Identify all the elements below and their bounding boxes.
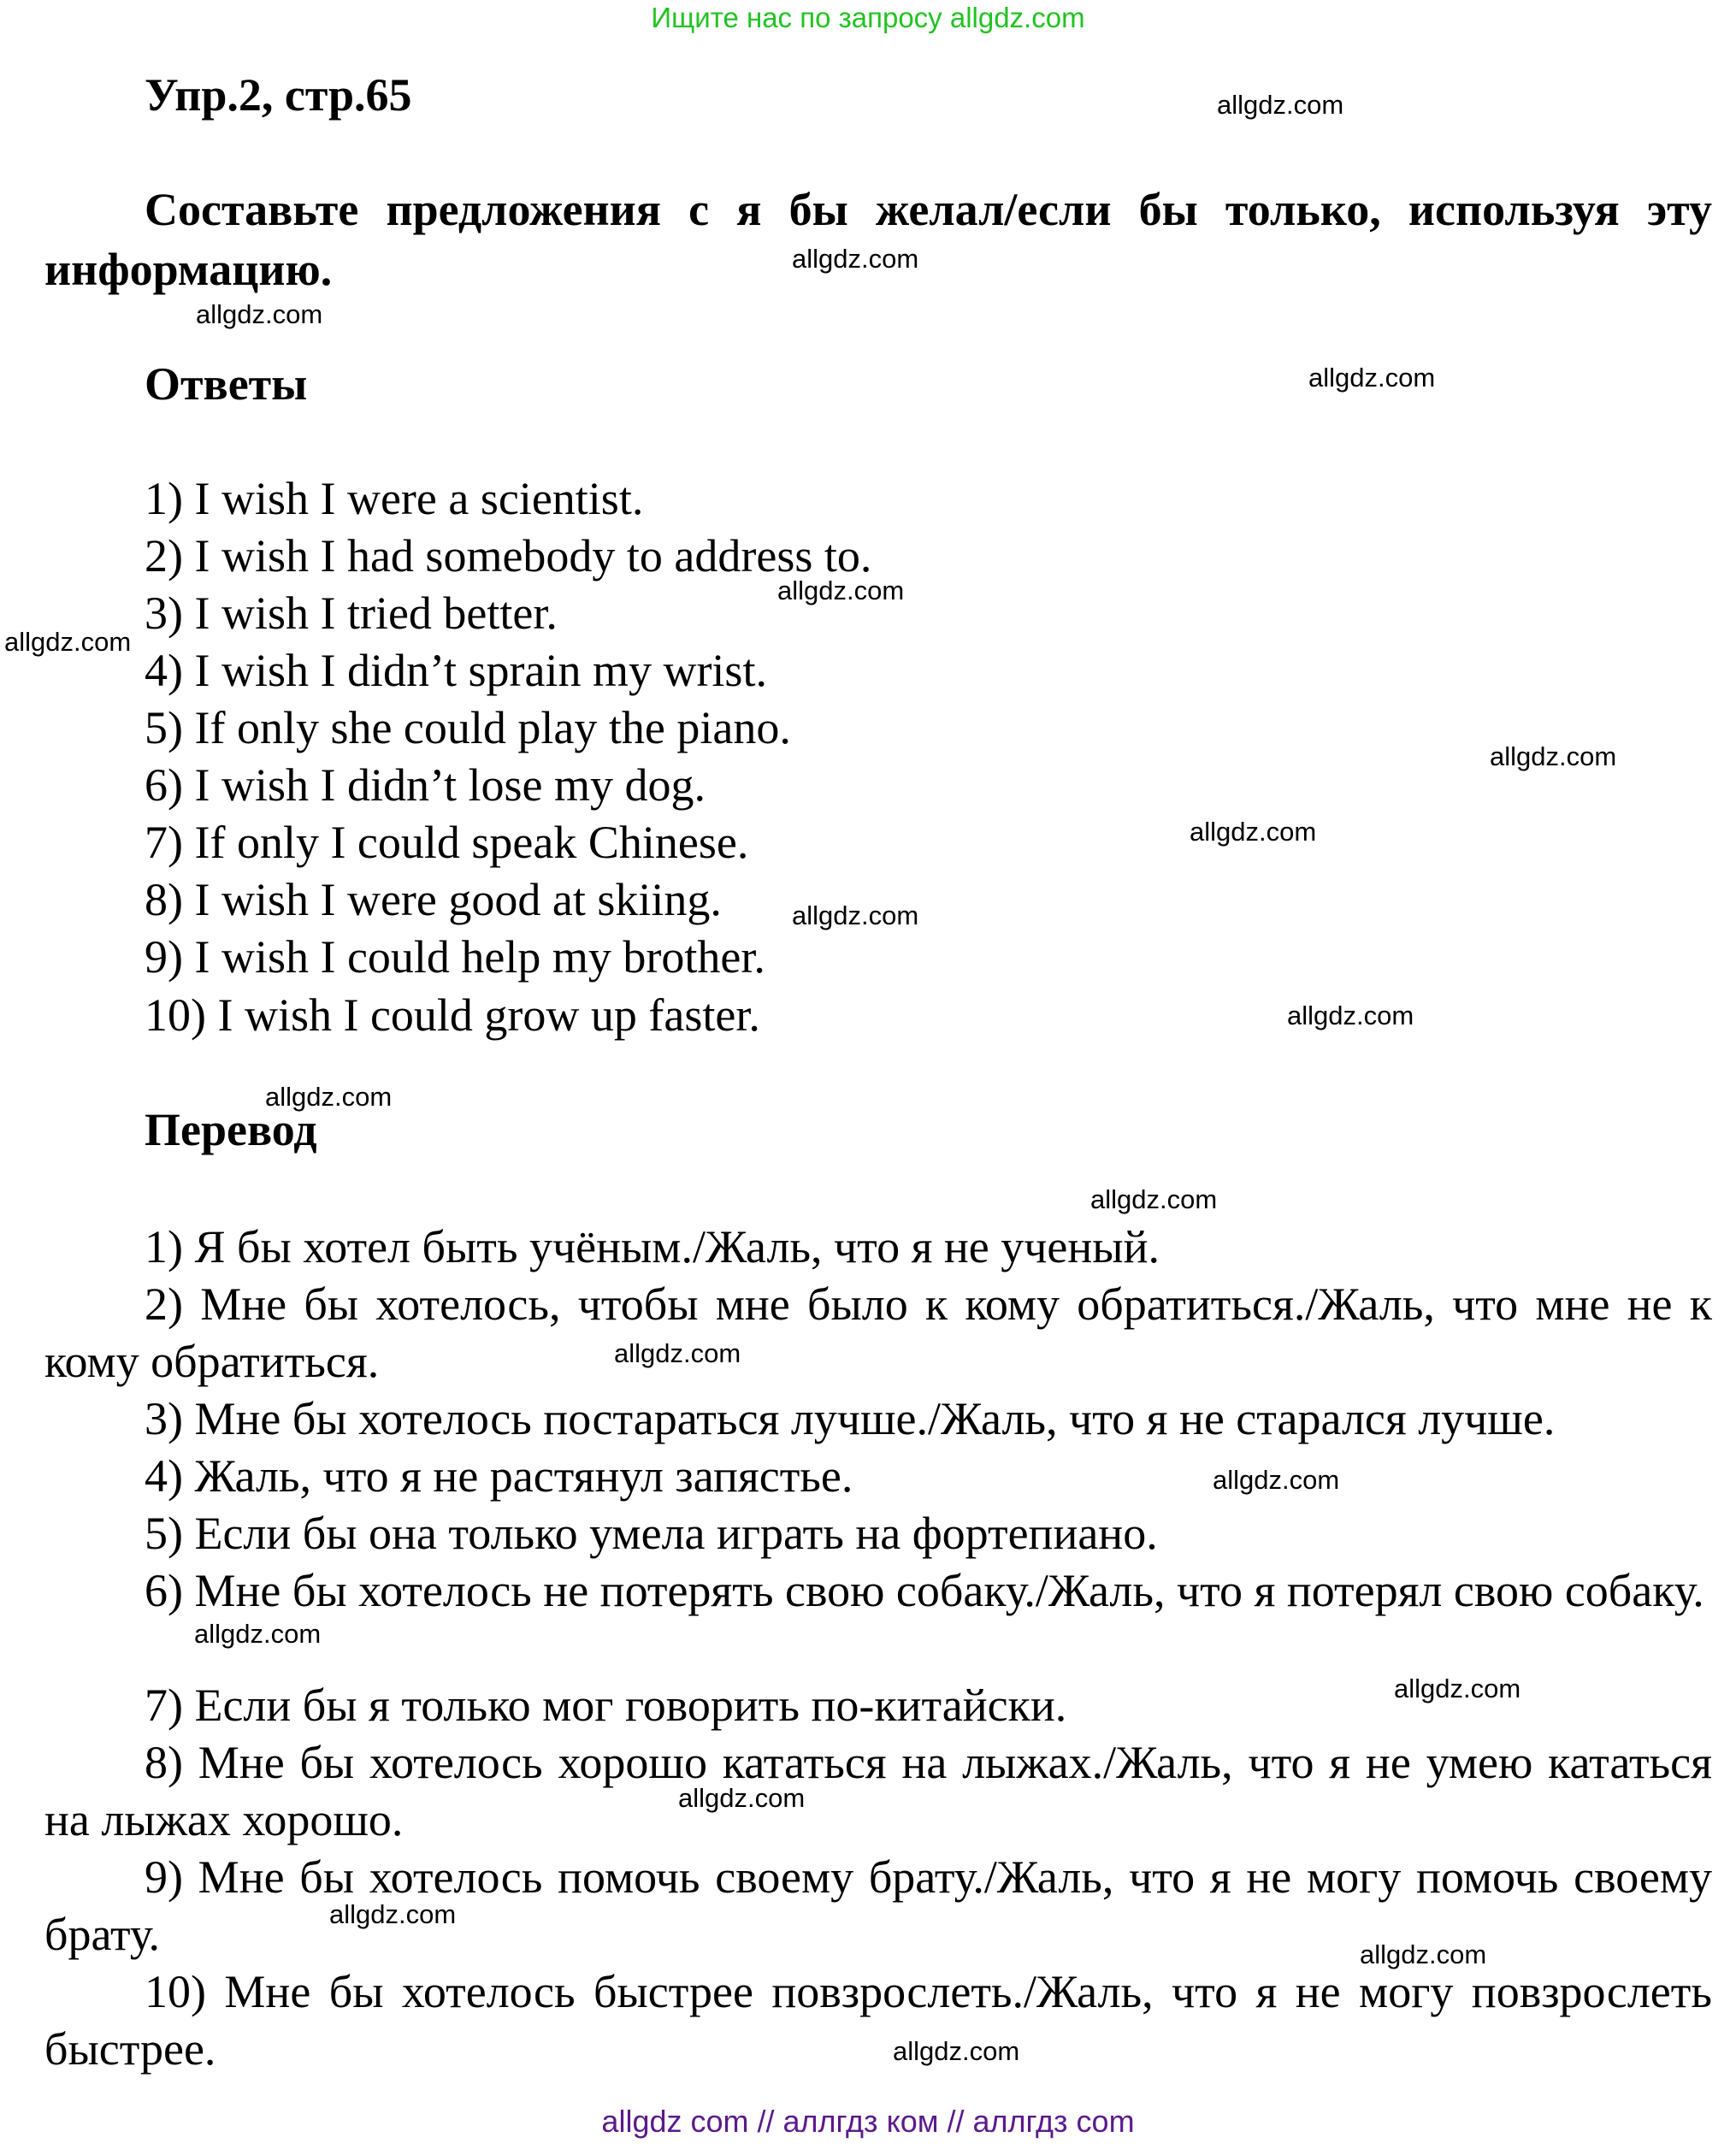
watermark: allgdz.com <box>1090 1184 1218 1214</box>
answer-line: 8) I wish I were good at skiing. <box>145 874 722 925</box>
watermark: allgdz.com <box>1360 1939 1487 1969</box>
translation-paragraph: 7) Если бы я только мог говорить по-китайски. <box>145 1680 1067 1731</box>
translation-paragraph: 3) Мне бы хотелось постараться лучше./Жаль, что я не старался лучше. <box>145 1393 1556 1444</box>
answer-line: 2) I wish I had somebody to address to. <box>145 530 872 582</box>
watermark: allgdz.com <box>678 1783 806 1813</box>
translation-paragraph: 1) Я бы хотел быть учёным./Жаль, что я не ученый. <box>145 1221 1160 1272</box>
task-text: Составьте предложения с я бы желал/если бы только, используя эту информацию. <box>44 184 1712 295</box>
watermark: allgdz.com <box>265 1082 393 1112</box>
answer-line: 7) If only I could speak Chinese. <box>145 817 749 868</box>
watermark: allgdz.com <box>1213 1465 1340 1495</box>
watermark: allgdz.com <box>1394 1674 1521 1703</box>
watermark: allgdz.com <box>777 576 905 605</box>
translation-paragraph: 4) Жаль, что я не растянул запястье. <box>145 1450 853 1502</box>
answer-line: 4) I wish I didn’t sprain my wrist. <box>145 645 767 696</box>
watermark: allgdz.com <box>1308 363 1436 393</box>
watermark: allgdz.com <box>893 2036 1020 2066</box>
search-banner[interactable]: Ищите нас по запросу allgdz.com <box>651 2 1085 33</box>
watermark: allgdz.com <box>194 1619 322 1649</box>
watermark: allgdz.com <box>329 1899 457 1929</box>
watermark: allgdz.com <box>1287 1001 1414 1030</box>
translation-paragraph: 10) Мне бы хотелось быстрее повзрослеть./Жаль, что я не могу повзрослеть быстрее. <box>44 1966 1712 2075</box>
answer-line: 6) I wish I didn’t lose my dog. <box>145 759 706 811</box>
footer-links[interactable]: allgdz com // аллгдз ком // аллгдз com <box>601 2104 1135 2139</box>
watermark: allgdz.com <box>614 1338 741 1368</box>
watermark: allgdz.com <box>792 244 919 274</box>
answer-line: 1) I wish I were a scientist. <box>145 473 644 524</box>
watermark: allgdz.com <box>196 299 323 329</box>
translation-paragraph: 5) Если бы она только умела играть на фортепиано. <box>145 1508 1158 1559</box>
translation-paragraph: 8) Мне бы хотелось хорошо кататься на лыжах./Жаль, что я не умею кататься на лыжах хорошо. <box>44 1737 1712 1845</box>
answer-line: 9) I wish I could help my brother. <box>145 931 765 983</box>
watermark: allgdz.com <box>792 900 919 930</box>
answer-line: 5) If only she could play the piano. <box>145 702 791 753</box>
answer-line: 10) I wish I could grow up faster. <box>145 989 760 1041</box>
translation-paragraph: 2) Мне бы хотелось, чтобы мне было к кому обратиться./Жаль, что мне не к кому обратиться. <box>44 1278 1712 1387</box>
translation-paragraph: 9) Мне бы хотелось помочь своему брату./Жаль, что я не могу помочь своему брату. <box>44 1851 1712 1960</box>
answer-line: 3) I wish I tried better. <box>145 587 558 639</box>
watermark: allgdz.com <box>4 627 132 657</box>
watermark: allgdz.com <box>1490 741 1617 771</box>
translation-heading: Перевод <box>145 1104 317 1155</box>
exercise-title: Упр.2, стр.65 <box>145 69 412 121</box>
translation-paragraph: 6) Мне бы хотелось не потерять свою собаку./Жаль, что я потерял свою собаку. <box>145 1565 1704 1616</box>
watermark: allgdz.com <box>1190 817 1317 847</box>
answers-heading: Ответы <box>145 358 308 410</box>
watermark: allgdz.com <box>1217 90 1344 120</box>
